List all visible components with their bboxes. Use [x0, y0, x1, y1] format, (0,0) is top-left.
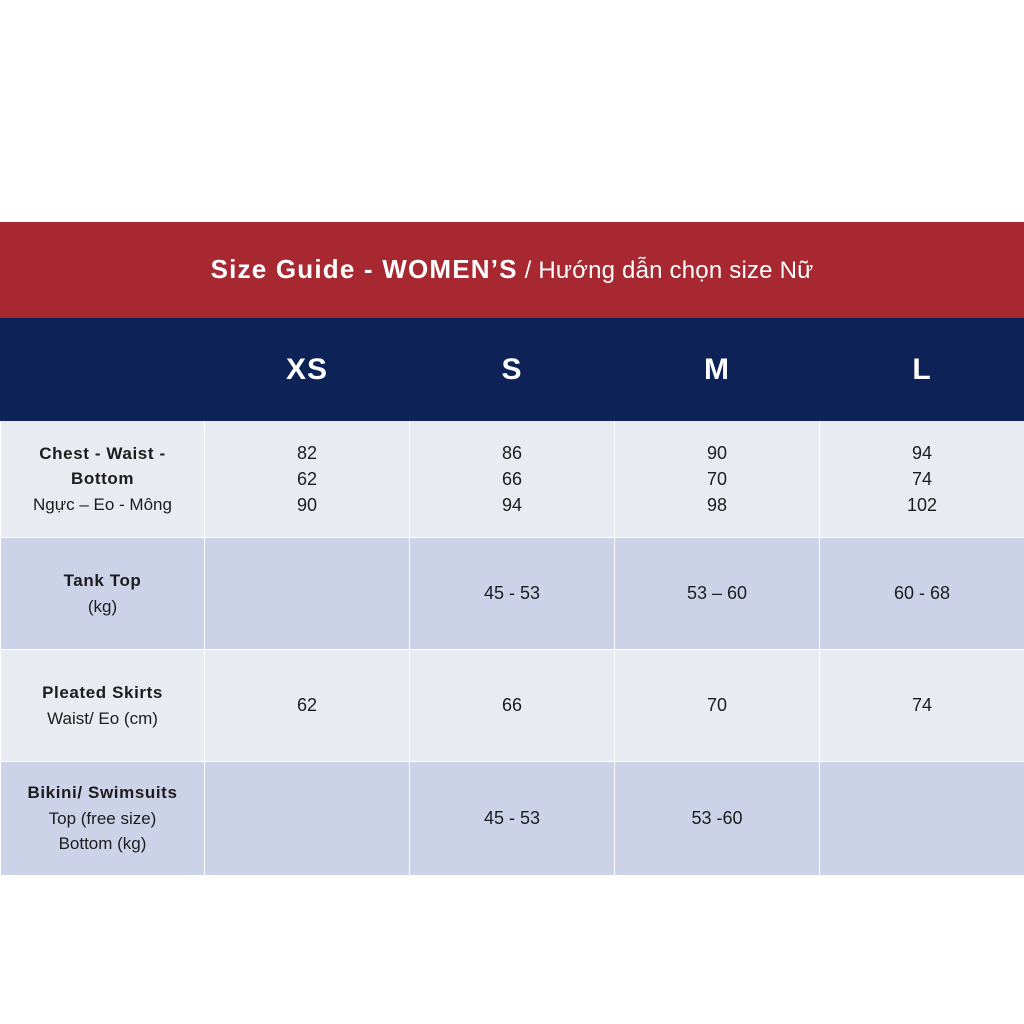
table-row	[1, 538, 1024, 650]
cell-value: 62	[296, 695, 318, 716]
cell-value: 53 -60	[691, 808, 743, 829]
cell-value: 86	[501, 442, 523, 463]
table-row	[1, 650, 1024, 762]
cell-value: 98	[706, 495, 728, 516]
table-body	[1, 421, 1024, 876]
cell-chest-s	[410, 421, 615, 538]
cell-bikini-l	[820, 762, 1024, 876]
title-main: Size Guide - WOMEN’S	[210, 254, 518, 285]
row-label-vi: (kg)	[87, 596, 118, 616]
header-size-m: M	[615, 319, 820, 421]
cell-skirt-m	[615, 650, 820, 762]
row-label-vi-line2: Bottom (kg)	[58, 834, 147, 854]
row-label-bikini-swimsuits	[1, 762, 205, 876]
cell-skirt-l	[820, 650, 1024, 762]
row-label-vi: Ngực – Eo - Mông	[33, 494, 172, 514]
page-title	[211, 254, 814, 286]
cell-value: 66	[501, 695, 523, 716]
row-label-vi-line1: Top (free size)	[48, 808, 157, 828]
cell-bikini-m	[615, 762, 820, 876]
cell-tank-l	[820, 538, 1024, 650]
cell-value: 94	[911, 442, 933, 463]
header-size-l: L	[820, 319, 1024, 421]
cell-bikini-s	[410, 762, 615, 876]
header-size-s: S	[410, 319, 615, 421]
table-row	[1, 762, 1024, 876]
cell-tank-s	[410, 538, 615, 650]
cell-tank-xs	[205, 538, 410, 650]
size-guide-chart	[0, 222, 1024, 876]
title-separator: /	[517, 257, 539, 285]
table-row	[1, 421, 1024, 538]
title-sub: Hướng dẫn chọn size Nữ	[538, 257, 814, 285]
size-table	[0, 318, 1024, 876]
row-label-en: Chest - Waist - Bottom	[39, 443, 166, 489]
cell-value: 94	[501, 495, 523, 516]
cell-value: 66	[501, 468, 523, 489]
row-label-en: Bikini/ Swimsuits	[27, 783, 178, 803]
cell-value: 45 - 53	[483, 808, 541, 829]
cell-skirt-xs	[205, 650, 410, 762]
row-label-pleated-skirts	[1, 650, 205, 762]
cell-value: 74	[911, 468, 933, 489]
cell-value: 70	[706, 468, 728, 489]
cell-bikini-xs	[205, 762, 410, 876]
cell-tank-m	[615, 538, 820, 650]
cell-chest-l	[820, 421, 1024, 538]
cell-value: 102	[906, 495, 938, 516]
cell-value: 90	[706, 442, 728, 463]
cell-value: 45 - 53	[483, 583, 541, 604]
cell-value: 53 – 60	[686, 583, 748, 604]
row-label-chest	[1, 421, 205, 538]
cell-chest-m	[615, 421, 820, 538]
header-corner	[1, 319, 205, 421]
row-label-en: Tank Top	[63, 571, 142, 590]
header-row	[1, 319, 1024, 421]
cell-value: 60 - 68	[893, 583, 951, 604]
cell-value: 90	[296, 495, 318, 516]
cell-value: 74	[911, 695, 933, 716]
cell-skirt-s	[410, 650, 615, 762]
row-label-vi: Waist/ Eo (cm)	[47, 708, 158, 728]
cell-chest-xs	[205, 421, 410, 538]
row-label-en: Pleated Skirts	[42, 683, 163, 702]
cell-value: 62	[296, 468, 318, 489]
cell-value: 82	[296, 442, 318, 463]
cell-value: 70	[706, 695, 728, 716]
row-label-tank-top	[1, 538, 205, 650]
title-bar	[0, 222, 1024, 318]
header-size-xs: XS	[205, 319, 410, 421]
table-header	[1, 319, 1024, 421]
